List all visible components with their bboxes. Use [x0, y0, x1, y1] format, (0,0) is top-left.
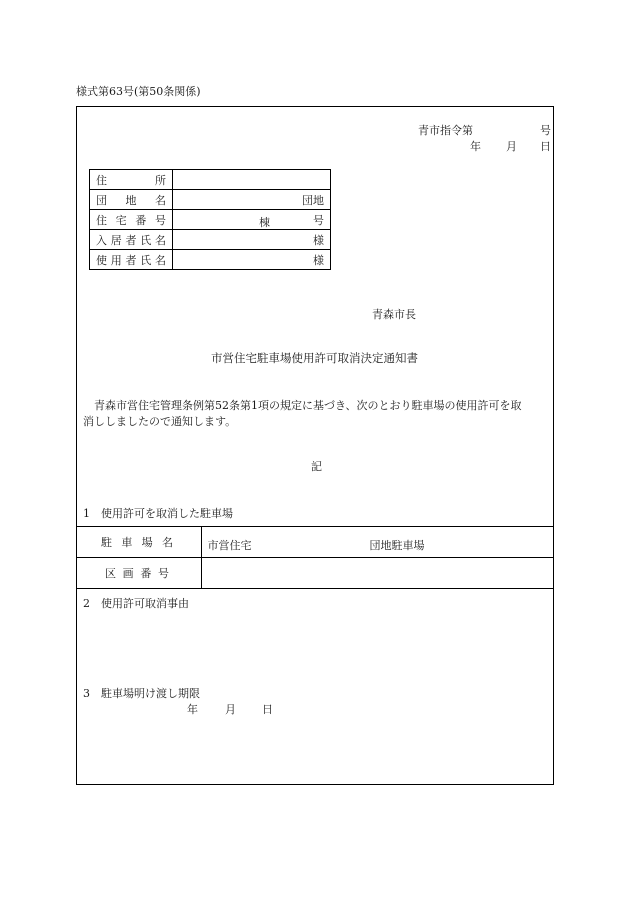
label-char: 名	[161, 536, 173, 549]
label-char: 番	[135, 213, 147, 227]
parking-name-value	[201, 527, 553, 558]
housing-number-label	[96, 212, 166, 228]
parking-name-label-cell	[77, 527, 201, 558]
table-row	[90, 190, 331, 210]
address-value	[173, 170, 331, 190]
issue-number-prefix: 青市指令第	[418, 124, 473, 137]
label-char: 使	[96, 253, 107, 267]
label-char: 地	[125, 193, 137, 207]
resident-name-label	[96, 232, 166, 248]
body-text-line2: 消ししましたので通知します。	[83, 415, 237, 428]
date-month: 月	[506, 140, 517, 153]
number-unit: 号	[313, 213, 324, 227]
label-char: 名	[155, 193, 166, 207]
deadline-day: 日	[262, 703, 273, 716]
issuer: 青森市長	[372, 308, 416, 321]
housing-number-value	[173, 210, 331, 230]
table-row	[90, 250, 331, 270]
label-char: 居	[110, 233, 122, 247]
label-char: 者	[125, 253, 137, 267]
label-char: 入	[96, 233, 107, 247]
resident-name-label-cell	[90, 230, 173, 250]
body-text-line1: 青森市営住宅管理条例第52条第1項の規定に基づき、次のとおり駐車場の使用許可を取	[94, 399, 522, 412]
label-char: 号	[157, 567, 169, 580]
address-label-cell	[90, 170, 173, 190]
label-char: 用	[110, 253, 122, 267]
label-char: 名	[155, 233, 166, 247]
deadline-year: 年	[187, 703, 198, 716]
label-char: 宅	[115, 213, 127, 227]
complex-name-label-cell	[90, 190, 173, 210]
section-3-heading: 3 駐車場明け渡し期限	[83, 687, 200, 700]
complex-name-label	[96, 192, 166, 208]
section-1-heading: 1 使用許可を取消した駐車場	[83, 507, 233, 520]
date-year: 年	[470, 140, 481, 153]
date-day: 日	[540, 140, 551, 153]
label-char: 号	[154, 213, 166, 227]
document-title: 市営住宅駐車場使用許可取消決定通知書	[211, 351, 418, 365]
label-char: 団	[96, 193, 107, 207]
user-name-value: 様	[173, 250, 331, 270]
complex-name-value: 団地	[173, 190, 331, 210]
record-heading: 記	[311, 460, 322, 473]
section-number-value	[201, 558, 553, 589]
resident-name-value: 様	[173, 230, 331, 250]
deadline-month: 月	[225, 703, 236, 716]
section-number-label-cell	[77, 558, 201, 589]
label-char: 氏	[140, 253, 152, 267]
recipient-info-table	[89, 169, 331, 270]
label-char: 駐	[101, 536, 112, 549]
building-unit: 棟	[259, 216, 270, 229]
parking-table	[77, 526, 553, 589]
table-row	[90, 210, 331, 230]
label-char: 番	[140, 567, 152, 580]
label-char: 車	[121, 536, 133, 549]
label-char: 区	[105, 567, 116, 580]
label-char: 住	[96, 173, 107, 187]
parking-name-label	[101, 534, 173, 550]
parking-value-right: 団地駐車場	[369, 539, 425, 552]
label-char: 所	[155, 173, 166, 187]
user-name-label-cell	[90, 250, 173, 270]
address-label	[96, 172, 166, 188]
label-char: 名	[155, 253, 166, 267]
housing-number-label-cell	[90, 210, 173, 230]
table-row	[77, 527, 553, 558]
table-row	[90, 230, 331, 250]
label-char: 場	[141, 536, 153, 549]
table-row	[77, 558, 553, 589]
label-char: 氏	[140, 233, 152, 247]
section-2-heading: 2 使用許可取消事由	[83, 597, 189, 610]
form-id: 様式第63号(第50条関係)	[76, 85, 201, 98]
issue-number-suffix: 号	[540, 124, 551, 137]
parking-value-left: 市営住宅	[207, 539, 252, 552]
table-row	[90, 170, 331, 190]
user-name-label	[96, 252, 166, 268]
section-number-label	[105, 565, 169, 581]
label-char: 住	[96, 213, 107, 227]
label-char: 者	[125, 233, 137, 247]
label-char: 画	[122, 567, 134, 580]
